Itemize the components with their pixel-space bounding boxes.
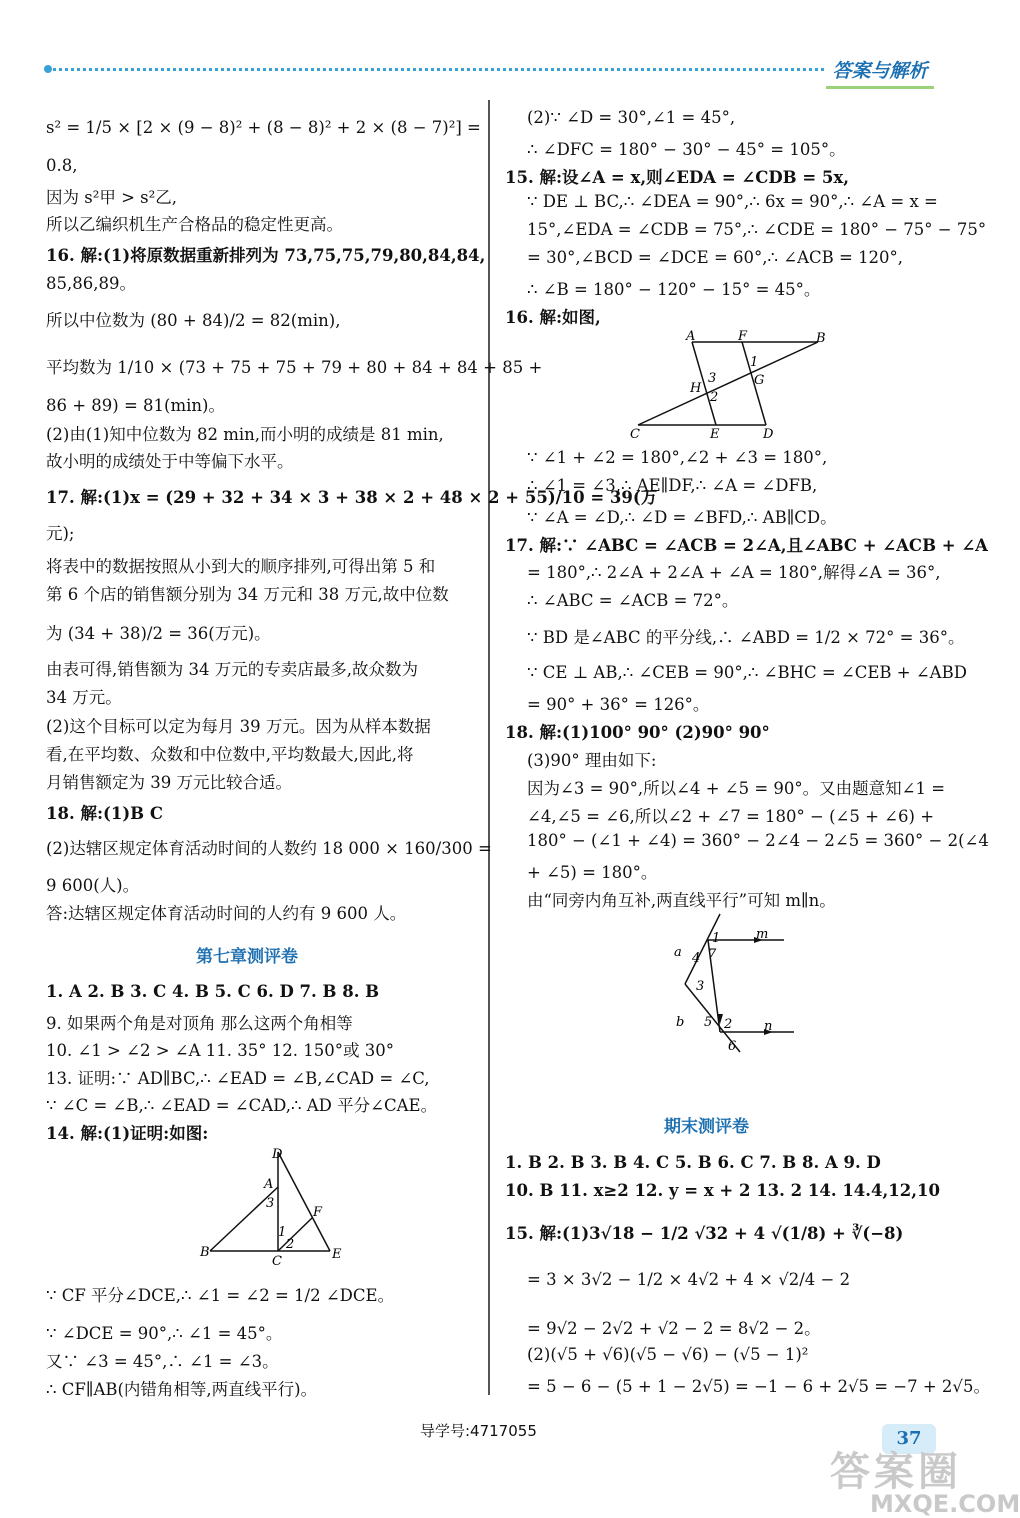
text-line: 14. 解:(1)证明:如图: xyxy=(46,1124,209,1143)
text-line: 因为∠3 = 90°,所以∠4 + ∠5 = 90°。又由题意知∠1 = xyxy=(527,779,946,798)
text-line: ∠4,∠5 = ∠6,所以∠2 + ∠7 = 180° − (∠5 + ∠6) + xyxy=(527,807,935,826)
text-line: 18. 解:(1)100° 90° (2)90° 90° xyxy=(505,723,770,742)
text-line: ∵ ∠DCE = 90°,∴ ∠1 = 45°。 xyxy=(46,1324,283,1343)
text-line: (3)90° 理由如下: xyxy=(527,751,657,770)
fig18-label: 3 xyxy=(696,979,705,994)
text-line: 85,86,89。 xyxy=(46,274,136,293)
text-line: 9 600(人)。 xyxy=(46,876,140,895)
figure-16 xyxy=(620,330,840,445)
text-line: ∴ ∠1 = ∠3,∴ AE∥DF,∴ ∠A = ∠DFB, xyxy=(527,476,818,495)
text-line: = 9√2 − 2√2 + √2 − 2 = 8√2 − 2。 xyxy=(527,1319,821,1338)
text-line: 180° − (∠1 + ∠4) = 360° − 2∠4 − 2∠5 = 360° − 2(∠4 xyxy=(527,831,989,850)
text-line: 18. 解:(1)B C xyxy=(46,804,163,823)
text-line: 1. A 2. B 3. C 4. B 5. C 6. D 7. B 8. B xyxy=(46,982,380,1001)
text-line: = 180°,∴ 2∠A + 2∠A + ∠A = 180°,解得∠A = 36°, xyxy=(527,563,941,582)
text-line: ∵ ∠C = ∠B,∴ ∠EAD = ∠CAD,∴ AD 平分∠CAE。 xyxy=(46,1096,438,1115)
footer-code: 导学号:4717055 xyxy=(420,1422,537,1440)
fig16-label: 1 xyxy=(750,355,759,370)
fig14-label: 3 xyxy=(266,1196,275,1211)
text-line: 10. ∠1 > ∠2 > ∠A 11. 35° 12. 150°或 30° xyxy=(46,1041,394,1060)
text-line: 所以乙编织机生产合格品的稳定性更高。 xyxy=(46,215,343,234)
text-line: (2)由(1)知中位数为 82 min,而小明的成绩是 81 min, xyxy=(46,425,444,444)
text-line: 看,在平均数、众数和中位数中,平均数最大,因此,将 xyxy=(46,745,414,764)
fig16-label: B xyxy=(816,331,826,346)
final-exam-title: 期末测评卷 xyxy=(664,1117,749,1137)
fig16-label: 2 xyxy=(710,390,719,405)
fig16-label: C xyxy=(630,427,640,442)
fig18-label: 4 xyxy=(692,951,701,966)
watermark-line2: MXQE.COM xyxy=(870,1490,1020,1518)
page-number: 37 xyxy=(882,1424,936,1454)
text-line: 15°,∠EDA = ∠CDB = 75°,∴ ∠CDE = 180° − 75° − 75° xyxy=(527,220,987,239)
fig16-label: 3 xyxy=(708,371,717,386)
fig18-label: 1 xyxy=(712,931,721,946)
text-line: s² = 1/5 × [2 × (9 − 8)² + (8 − 8)² + 2 × (8 − 7)²] = xyxy=(46,118,481,137)
fig14-label: B xyxy=(200,1245,210,1260)
text-line: 9. 如果两个角是对顶角 那么这两个角相等 xyxy=(46,1014,353,1033)
text-line: 13. 证明:∵ AD∥BC,∴ ∠EAD = ∠B,∠CAD = ∠C, xyxy=(46,1069,430,1088)
text-line: ∵ CE ⊥ AB,∴ ∠CEB = 90°,∴ ∠BHC = ∠CEB + ∠ABD xyxy=(527,663,967,682)
watermark xyxy=(830,1440,1020,1518)
text-line: = 5 − 6 − (5 + 1 − 2√5) = −1 − 6 + 2√5 = −7 + 2√5。 xyxy=(527,1377,990,1396)
text-line: 0.8, xyxy=(46,156,78,175)
text-line: (2)∵ ∠D = 30°,∠1 = 45°, xyxy=(527,108,736,127)
text-line: ∵ CF 平分∠DCE,∴ ∠1 = ∠2 = 1/2 ∠DCE。 xyxy=(46,1286,395,1305)
text-line: 所以中位数为 (80 + 84)/2 = 82(min), xyxy=(46,311,341,330)
header-title: 答案与解析 xyxy=(826,56,934,89)
text-line: 17. 解:(1)x = (29 + 32 + 34 × 3 + 38 × 2 + 48 × 2 + 55)/10 = 39(万 xyxy=(46,488,658,507)
fig16-label: D xyxy=(763,427,774,442)
fig14-label: A xyxy=(264,1177,274,1192)
fig14-label: C xyxy=(272,1254,282,1269)
chapter7-title: 第七章测评卷 xyxy=(196,947,298,967)
text-line: (2)(√5 + √6)(√5 − √6) − (√5 − 1)² xyxy=(527,1345,809,1364)
text-line: (2)达辖区规定体育活动时间的人数约 18 000 × 160/300 = xyxy=(46,839,492,858)
text-line: 将表中的数据按照从小到大的顺序排列,可得出第 5 和 xyxy=(46,557,436,576)
fig16-label: E xyxy=(710,427,720,442)
text-line: ∴ ∠ABC = ∠ACB = 72°。 xyxy=(527,591,739,610)
fig14-label: F xyxy=(313,1205,323,1220)
text-line: ∴ ∠DFC = 180° − 30° − 45° = 105°。 xyxy=(527,140,846,159)
text-line: 15. 解:设∠A = x,则∠EDA = ∠CDB = 5x, xyxy=(505,168,849,187)
text-line: 故小明的成绩处于中等偏下水平。 xyxy=(46,452,294,471)
text-line: 86 + 89) = 81(min)。 xyxy=(46,396,225,415)
text-line: ∵ DE ⊥ BC,∴ ∠DEA = 90°,∴ 6x = 90°,∴ ∠A = x = xyxy=(527,192,938,211)
text-line: 10. B 11. x≥2 12. y = x + 2 13. 2 14. 14.4,12,10 xyxy=(505,1181,940,1200)
fig16-label: A xyxy=(686,329,696,344)
fig16-label: G xyxy=(754,373,765,388)
watermark-line1: 答案圈 xyxy=(830,1449,962,1495)
fig18-label: 5 xyxy=(704,1015,713,1030)
text-line: 16. 解:(1)将原数据重新排列为 73,75,75,79,80,84,84, xyxy=(46,246,486,265)
text-line: 因为 s²甲 > s²乙, xyxy=(46,188,177,207)
text-line: 15. 解:(1)3√18 − 1/2 √32 + 4 √(1/8) + ∛(−8) xyxy=(505,1224,904,1243)
figure-14 xyxy=(190,1140,360,1270)
text-line: 由表可得,销售额为 34 万元的专卖店最多,故众数为 xyxy=(46,660,418,679)
text-line: ∵ ∠1 + ∠2 = 180°,∠2 + ∠3 = 180°, xyxy=(527,448,828,467)
fig14-label: D xyxy=(272,1147,283,1162)
text-line: 第 6 个店的销售额分别为 34 万元和 38 万元,故中位数 xyxy=(46,585,449,604)
fig18-label: a xyxy=(674,945,682,960)
fig14-label: E xyxy=(332,1247,342,1262)
fig16-label: H xyxy=(690,381,702,396)
fig18-label: n xyxy=(764,1019,773,1034)
text-line: = 30°,∠BCD = ∠DCE = 60°,∴ ∠ACB = 120°, xyxy=(527,248,904,267)
text-line: 又∵ ∠3 = 45°,∴ ∠1 = ∠3。 xyxy=(46,1352,279,1371)
text-line: 16. 解:如图, xyxy=(505,308,601,327)
fig18-label: m xyxy=(756,927,769,942)
text-line: 月销售额定为 39 万元比较合适。 xyxy=(46,773,292,792)
text-line: (2)这个目标可以定为每月 39 万元。因为从样本数据 xyxy=(46,717,431,736)
text-line: 答:达辖区规定体育活动时间的人约有 9 600 人。 xyxy=(46,904,407,923)
text-line: 为 (34 + 38)/2 = 36(万元)。 xyxy=(46,624,271,643)
text-line: 17. 解:∵ ∠ABC = ∠ACB = 2∠A,且∠ABC + ∠ACB + ∠A xyxy=(505,536,988,555)
fig18-label: 6 xyxy=(728,1039,737,1054)
text-line: 平均数为 1/10 × (73 + 75 + 75 + 79 + 80 + 84 + 84 + 85 + xyxy=(46,358,543,377)
text-line: 34 万元。 xyxy=(46,688,122,707)
column-divider xyxy=(488,100,490,1395)
text-line: + ∠5) = 180°。 xyxy=(527,863,658,882)
text-line: = 90° + 36° = 126°。 xyxy=(527,695,710,714)
text-line: 1. B 2. B 3. B 4. C 5. B 6. C 7. B 8. A 9. D xyxy=(505,1153,881,1172)
text-line: ∴ CF∥AB(内错角相等,两直线平行)。 xyxy=(46,1380,318,1399)
fig18-label: 2 xyxy=(724,1017,733,1032)
text-line: 元); xyxy=(46,524,75,543)
fig14-label: 1 xyxy=(278,1225,287,1240)
fig14-label: 2 xyxy=(286,1237,295,1252)
text-line: = 3 × 3√2 − 1/2 × 4√2 + 4 × √2/4 − 2 xyxy=(527,1270,851,1289)
fig18-label: b xyxy=(676,1015,685,1030)
fig18-label: 7 xyxy=(708,947,717,962)
text-line: ∵ BD 是∠ABC 的平分线,∴ ∠ABD = 1/2 × 72° = 36°。 xyxy=(527,628,965,647)
header-rule xyxy=(46,68,824,71)
figure-18 xyxy=(668,912,808,1060)
text-line: ∵ ∠A = ∠D,∴ ∠D = ∠BFD,∴ AB∥CD。 xyxy=(527,508,837,527)
text-line: ∴ ∠B = 180° − 120° − 15° = 45°。 xyxy=(527,280,821,299)
fig16-label: F xyxy=(738,329,748,344)
text-line: 由“同旁内角互补,两直线平行”可知 m∥n。 xyxy=(527,891,836,910)
